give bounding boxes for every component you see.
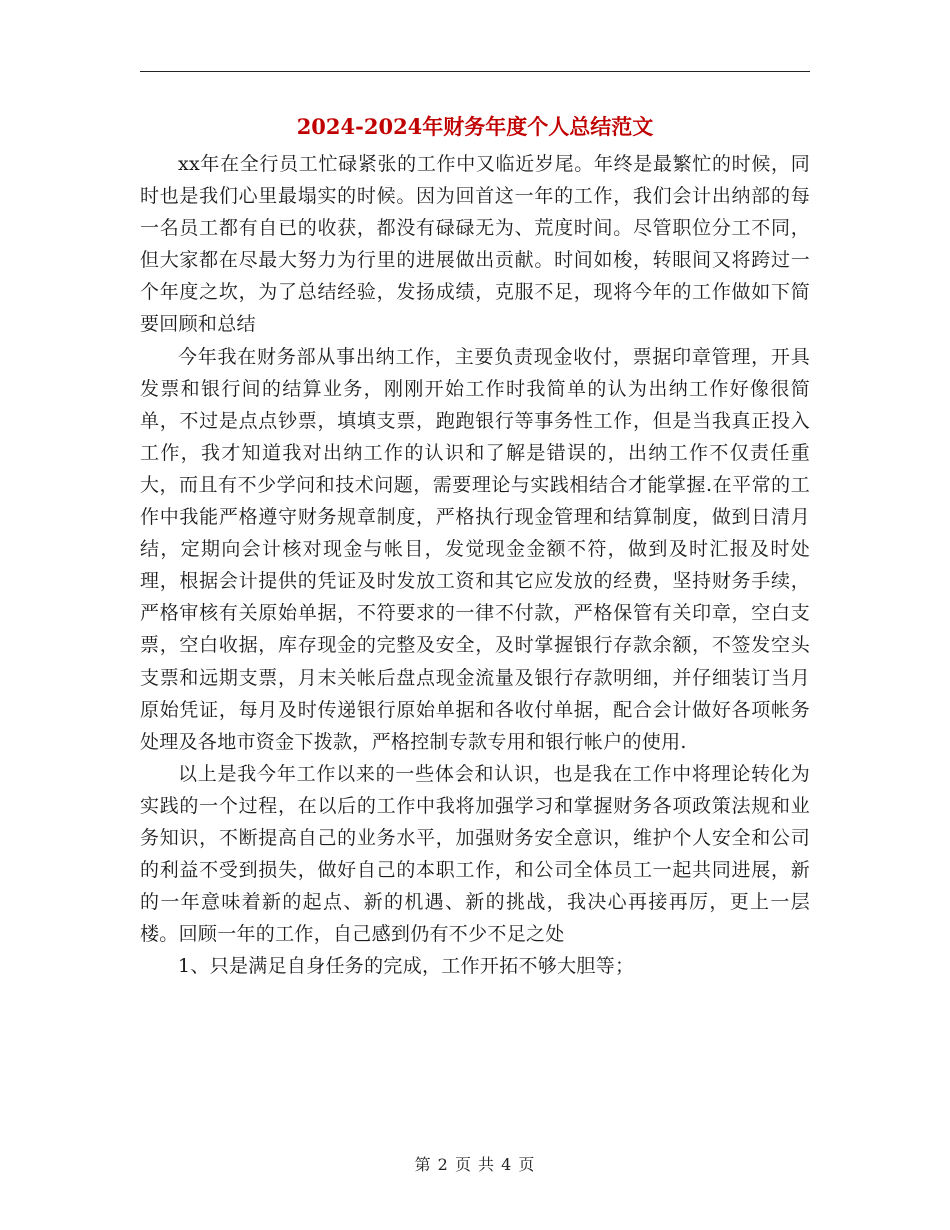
header-rule <box>140 71 810 72</box>
page-footer: 第 2 页 共 4 页 <box>414 1155 536 1174</box>
document-body <box>140 148 810 982</box>
document-title: 2024-2024年财务年度个人总结范文 <box>296 114 654 139</box>
paragraph-shortcoming-1: 1、只是满足自身任务的完成，工作开拓不够大胆等； <box>178 955 635 978</box>
paragraph-cashier-work: 今年我在财务部从事出纳工作，主要负责现金收付，票据印章管理，开具发票和银行间的结算业务，刚刚开始工作时我简单的认为出纳工作好像很简单，不过是点点钞票，填填支票，跑跑银行等事务性工作，但是当我真正投入工作，我才知道我对出纳工作的认识和了解是错误的，出纳工作不仅责任重大，而且有不少学问和技术问题，需要理论与实践相结合才能掌握.在平常的工作中我能严格遵守财务规章制度，严格执行现金管理和结算制度，做到日清月结，定期向会计核对现金与帐目，发觉现金金额不符，做到及时汇报及时处理，根据会计提供的凭证及时发放工资和其它应发放的经费，坚持财务手续，严格审核有关原始单据，不符要求的一律不付款，严格保管有关印章，空白支票，空白收据，库存现金的完整及安全，及时掌握银行存款余额，不签发空头支票和远期支票，月末关帐后盘点现金流量及银行存款明细，并仔细装订当月原始凭证，每月及时传递银行原始单据和各收付单据，配合会计做好各项帐务处理及各地市资金下拨款，严格控制专款专用和银行帐户的使用. <box>140 345 810 753</box>
paragraph-reflection: 以上是我今年工作以来的一些体会和认识，也是我在工作中将理论转化为实践的一个过程，在以后的工作中我将加强学习和掌握财务各项政策法规和业务知识，不断提高自己的业务水平，加强财务安全意识，维护个人安全和公司的利益不受到损失，做好自己的本职工作，和公司全体员工一起共同进展，新的一年意味着新的起点、新的机遇、新的挑战，我决心再接再厉，更上一层楼。回顾一年的工作，自己感到仍有不少不足之处 <box>140 762 810 946</box>
paragraph-intro: xx年在全行员工忙碌紧张的工作中又临近岁尾。年终是最繁忙的时候，同时也是我们心里最塌实的时候。因为回首这一年的工作，我们会计出纳部的每一名员工都有自已的收获，都没有碌碌无为、荒度时间。尽管职位分工不同，但大家都在尽最大努力为行里的进展做出贡献。时间如梭，转眼间又将跨过一个年度之坎，为了总结经验，发扬成绩，克服不足，现将今年的工作做如下简要回顾和总结 <box>140 153 810 336</box>
